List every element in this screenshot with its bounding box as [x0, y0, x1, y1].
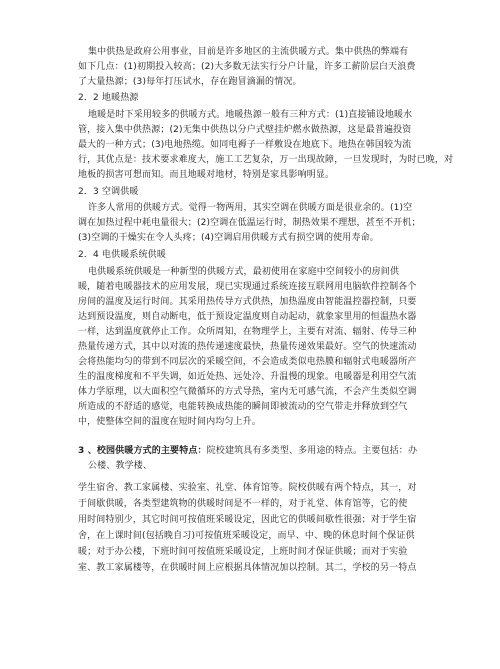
paragraph-line: 地板的损害可想而知。而且地暖对地材，特别是家具影响明显。: [78, 170, 335, 180]
paragraph-line: 公楼、教学楼、: [88, 461, 153, 471]
paragraph-line: 室、教工家属楼等，在供暖时间上应根据具体情况加以控制。其二，学校的另一特点: [78, 563, 417, 573]
paragraph-line: 调在加热过程中耗电量很大；(2)空调在低温运行时，制热效果不理想，甚至不开机；: [78, 218, 421, 228]
paragraph-line: 会将热能均匀的带到不同层次的采暖空间，不会造成类似电热膜和辐射式电暖器所产: [78, 357, 417, 367]
paragraph-line: 一样，达到温度就停止工作。众所周知，在物理学上，主要有对流、辐射、传导三种: [78, 327, 417, 337]
paragraph-line: 集中供热是政府公用事业，目前是许多地区的主流供暖方式。集中供热的弊端有: [88, 47, 409, 57]
paragraph-line: 了大量热源；(3)每年打压试水，存在跑冒滴漏的情况。: [78, 77, 302, 87]
paragraph-line: 体力学原理，以大面积空气微循环的方式导热，室内无可感气流，不会产生类似空调: [78, 387, 417, 397]
paragraph-line: 中，使整体空间的温度在短时间内均匀上升。: [78, 417, 262, 427]
paragraph-line: 学生宿舍、教工家属楼、实验室、礼堂、体育馆等。院校供暖有两个特点，其一，对: [78, 483, 417, 493]
section-heading-line: [78, 445, 417, 457]
paragraph-line: 舍，在上课时间(包括晚自习)可按值班采暖设定，而早、中、晚的休息时间个保证供: [78, 531, 415, 541]
section-heading-bold: 3 、校园供暖方式的主要特点：: [78, 446, 207, 456]
paragraph-line: 管，接入集中供热源；(2)无集中供热以分户式壁挂炉燃水做热源，这是最普遍投资: [78, 125, 412, 135]
paragraph-line: 暖，随着电暖器技术的应用发展，现已实现通过系统连接互联网用电脑软件控制各个: [78, 282, 417, 292]
paragraph-line: 许多人常用的供暖方式。觉得一物两用，其实空调在供暖方面是很业余的。(1)空: [88, 203, 413, 213]
paragraph-line: 行，其优点是：技术要求难度大，施工工艺复杂，万一出现故障，一旦发现时，为时已晚，对: [78, 155, 454, 165]
section-heading: 2．4 电供暖系统供暖: [78, 250, 166, 260]
paragraph-line: 生的温度梯度和不平失调，如近处热、远处冷、升温慢的现象。电暖器是利用空气流: [78, 372, 417, 382]
paragraph-line: 地暖是时下采用较多的供暖方式。地暖热源一般有三种方式：(1)直接铺设地暖水: [88, 110, 413, 120]
paragraph-line: 如下几点：(1)初期投入较高；(2)大多数无法实行分户计量，许多工薪阶层白天浪费: [78, 62, 416, 72]
section-heading: 2．3 空调供暖: [78, 187, 139, 197]
paragraph-line: 暖；对于办公楼，下班时间可按值班采暖设定，上班时间才保证供暖；而对于实验: [78, 547, 408, 557]
paragraph-line: 房间的温度及运行时间。其采用热传导方式供热，加热温度由智能温控器控制，只要: [78, 297, 417, 307]
paragraph-line: 用时间特别少，其它时间可按值班采暖设定，因此它的供暖间歇性很强；对于学生宿: [78, 515, 417, 525]
paragraph-line: 达到预设温度，则自动断电，低于预设定温度则自动起动，就象家里用的恒温热水器: [78, 312, 417, 322]
section-heading-text: 院校建筑具有多类型、多用途的特点。主要包括：办: [206, 446, 418, 456]
paragraph-line: (3)空调的干燥实在令人头疼；(4)空调启用供暖方式有损空调的使用寿命。: [78, 233, 379, 243]
paragraph-line: 最大的一种方式；(3)电地热缆。如同电褥子一样敷设在地底下。地热在韩国较为流: [78, 140, 412, 150]
paragraph-line: 热量传递方式，其中以对流的热传递速度最快，热量传递效果最好。空气的快速流动: [78, 342, 417, 352]
paragraph-line: 于间歇供暖，各类型建筑物的供暖时间是不一样的，对于礼堂、体育馆等，它的使: [78, 499, 408, 509]
paragraph-line: 所造成的不舒适的感觉，电能转换成热能的瞬间即被流动的空气带走并释放到空气: [78, 402, 408, 412]
section-heading: 2．2 地暖热源: [78, 93, 139, 103]
paragraph-line: 电供暖系统供暖是一种新型的供暖方式，最初使用在家庭中空间较小的房间供: [88, 267, 400, 277]
